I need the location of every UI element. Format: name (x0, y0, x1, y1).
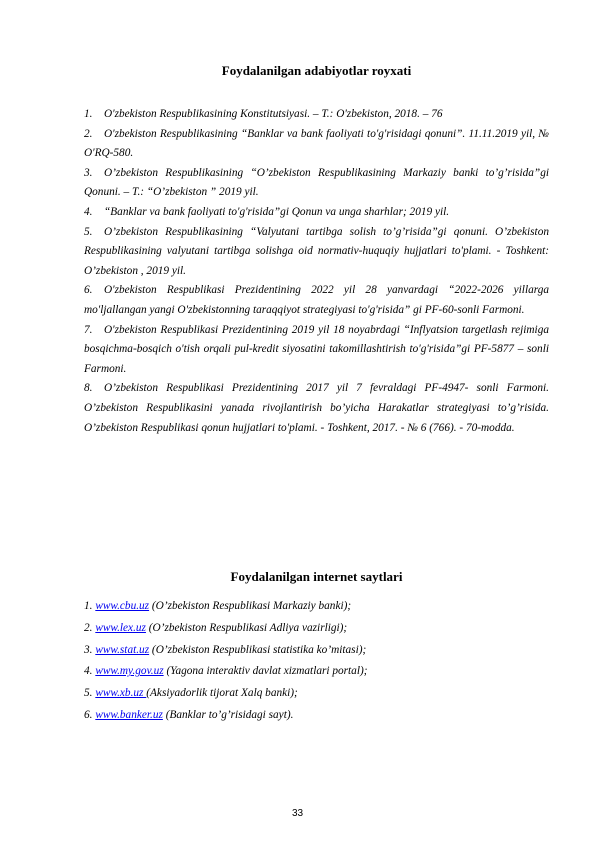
site-description: (O’zbekiston Respublikasi Adliya vazirligi); (145, 621, 348, 634)
reference-text: O’zbekiston Respublikasining “Valyutani tartibga solish to’g’risida”gi qonuni. O’zbekiston Respublikasining valyutani tartibga solishga oid normativ-huquqiy hujjatlari to'plami. - Toshkent: O’zbekiston , 2019 yil. (84, 225, 549, 277)
reference-number: 8. (84, 382, 93, 395)
site-number: 5. (84, 687, 93, 700)
site-description: (O’zbekiston Respublikasi statistika ko’mitasi); (149, 643, 367, 656)
reference-number: 7. (84, 323, 93, 336)
reference-item (84, 321, 549, 380)
reference-item (84, 223, 549, 282)
site-number: 4. (84, 665, 93, 678)
internet-site-item (84, 640, 549, 662)
internet-site-item (84, 661, 549, 683)
reference-text: O'zbekiston Respublikasining “Banklar va bank faoliyati to'g'risidagi qonuni”. 11.11.2019 yil, № O'RQ-580. (84, 127, 549, 160)
reference-text: O'zbekiston Respublikasi Prezidentining 2019 yil 18 noyabrdagi “Inflyatsion targetlash rejimiga bosqichma-bosqich o'tish orqali pul-kredit siyosatini takomillashtirish to'g'risida”gi PF-5877 – sonli Farmoni. (84, 323, 549, 375)
reference-item (84, 379, 549, 438)
references-list (84, 105, 549, 438)
reference-text: O’zbekiston Respublikasining “O’zbekiston Respublikasining Markaziy banki to’g’risida”gi Qonuni. – T.: “O’zbekiston ” 2019 yil. (84, 166, 549, 199)
internet-sites-heading: Foydalanilgan internet saytlari (230, 569, 403, 584)
internet-site-item (84, 618, 549, 640)
references-heading: Foydalanilgan adabiyotlar royxati (221, 63, 412, 78)
site-link[interactable]: www.lex.uz (95, 621, 146, 634)
reference-item (84, 125, 549, 164)
reference-item (84, 281, 549, 320)
site-number: 1. (84, 600, 93, 612)
reference-text: O'zbekiston Respublikasi Prezidentining 2022 yil 28 yanvardagi “2022-2026 yillarga mo'ljallangan yangi O'zbekistonning taraqqiyot strategiyasi to'g'risida” gi PF-60-sonli Farmoni. (84, 284, 549, 316)
reference-number: 6. (84, 284, 93, 297)
reference-item (84, 164, 549, 203)
site-link[interactable]: www.stat.uz (95, 643, 150, 656)
site-link[interactable]: www.xb.uz (95, 687, 147, 700)
page-number: 33 (291, 808, 304, 819)
site-number: 3. (84, 643, 93, 656)
internet-site-item (84, 596, 549, 618)
site-link[interactable]: www.my.gov.uz (95, 665, 164, 678)
internet-sites-list (84, 596, 549, 727)
site-description: (O’zbekiston Respublikasi Markaziy banki); (149, 600, 352, 612)
site-description: (Aksiyadorlik tijorat Xalq banki); (146, 687, 298, 700)
reference-text: O’zbekiston Respublikasi Prezidentining 2017 yil 7 fevraldagi PF-4947- sonli Farmoni. O’zbekiston Respublikasini yanada rivojlantirish bo’yicha Harakatlar strategiyasi to’g’risida. O’zbekiston Respublikasi qonun hujjatlari to'plami. - Toshkent, 2017. - № 6 (766). - 70-modda. (84, 382, 549, 434)
site-link[interactable]: www.cbu.uz (95, 600, 150, 612)
reference-number: 2. (84, 127, 93, 140)
site-description: (Banklar to’g’risidagi sayt). (162, 708, 294, 721)
reference-text: “Banklar va bank faoliyati to'g'risida”gi Qonun va unga sharhlar; 2019 yil. (104, 205, 450, 218)
reference-item (84, 105, 549, 125)
reference-number: 4. (84, 205, 93, 218)
reference-number: 3. (84, 166, 93, 179)
reference-number: 1. (84, 108, 93, 120)
internet-site-item (84, 705, 549, 727)
reference-item (84, 203, 549, 223)
internet-site-item (84, 683, 549, 705)
site-link[interactable]: www.banker.uz (95, 708, 163, 721)
reference-number: 5. (84, 225, 93, 238)
site-number: 2. (84, 621, 93, 634)
site-description: (Yagona interaktiv davlat xizmatlari portal); (163, 665, 368, 678)
site-number: 6. (84, 708, 93, 721)
reference-text: O'zbekiston Respublikasining Konstitutsiyasi. – T.: O'zbekiston, 2018. – 76 (104, 108, 443, 120)
